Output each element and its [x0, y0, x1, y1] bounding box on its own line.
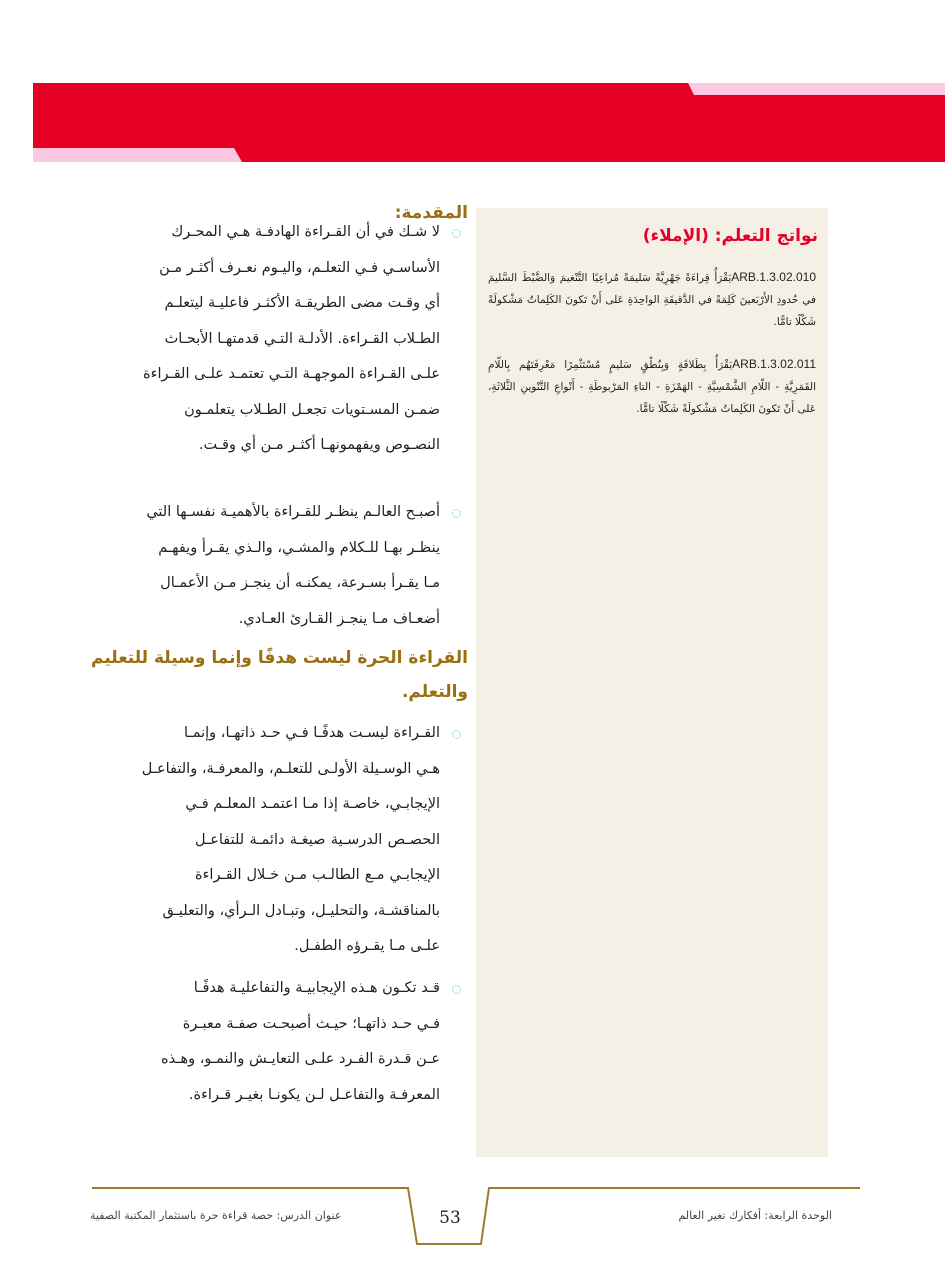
paragraph-line: قـد تكـون هـذه الإيجابيـة والتفاعليـة هدفًـا — [193, 980, 440, 996]
paragraph-line: النصـوص ويفهمونهـا أكثـر مـن أي وقـت. — [198, 437, 440, 453]
section-subheading: والتعلم. — [401, 682, 468, 702]
paragraph-line: علـى مـا يقـرؤه الطفـل. — [294, 938, 440, 954]
paragraph-line: الإيجابـي، خاصـة إذا مـا اعتمـد المعلـم فـي — [185, 796, 440, 812]
paragraph-line: الحصـص الدرسـية صيغـة دائمـة للتفاعـل — [195, 831, 440, 848]
paragraph-line: الأساسـي فـي التعلـم، واليـوم نعـرف أكثـر مـن — [159, 259, 440, 276]
paragraph-line: المعرفـة والتفاعـل لـن يكونـا بغيـر قـراءة. — [188, 1086, 440, 1103]
outcome-text: يَقْرَأُ بِطَلاقَةٍ وَبِنُطْقٍ سَليمٍ مُسْتَثْمِرًا مَعْرِفَتَهُم بِاللّامِ القَمَرِيَّةِ - اللّامِ الشَّمْسِيَّةِ - الهَمْزَةِ - التاءِ المَرْبوطَةِ - أَنْواعِ التَّنْوينِ الثَّلاثَةِ، عَلى أَنْ تَكونَ الكَلِماتُ مَشْكولَةً شَكْلًا تامًّا. — [488, 359, 816, 415]
paragraph-line: مـا يقـرأ بسـرعة، يمكنـه أن ينجـز مـن الأعمـال — [160, 575, 440, 591]
section-subheading: القراءة الحرة ليست هدفًا وإنما وسيلة للتعليم — [91, 648, 468, 668]
unit-title: الوحدة الرابعة: أفكارك تغير العالم — [678, 1209, 832, 1222]
paragraph-line: هـي الوسـيلة الأولـى للتعلـم، والمعرفـة، والتفاعـل — [141, 760, 440, 777]
intro-heading: المقدمة: — [394, 203, 468, 223]
paragraph-line: أضعـاف مـا ينجـز القـارئ العـادي. — [238, 610, 440, 627]
lesson-title: عنوان الدرس: حصة قراءة حرة باستثمار المكتبة الصفية — [90, 1209, 342, 1222]
paragraph-line: الطـلاب القـراءة. الأدلـة التـي قدمتهـا الأبحـاث — [164, 330, 440, 347]
outcome-text: يَقْرَأُ قِراءَةً جَهْرِيَّةً سَليمَةً مُراعِيًا التَّنْغيمَ وَالضَّبْطَ السَّليمَ في حُدودِ الأَرْبَعينَ كَلِمَةً في الدَّقيقَةِ الواحِدَةِ عَلى أَنْ تَكونَ الكَلِماتُ مَشْكولَةً شَكْلًا تامًّا. — [488, 272, 816, 328]
paragraph-line: لا شـك في أن القـراءة الهادفـة هـي المحـرك — [171, 224, 440, 240]
outcome-code: ARB.1.3.02.010 — [731, 270, 816, 284]
paragraph-line: أي وقـت مضى الطريقـة الأكثـر فاعليـة ليتعلـم — [164, 295, 440, 311]
outcome-code: ARB.1.3.02.011 — [732, 357, 816, 371]
paragraph-line: عـن قـدرة الفـرد علـى التعايـش والنمـو، وهـذه — [161, 1051, 440, 1067]
paragraph-line: الإيجابـي مـع الطالـب مـن خـلال القـراءة — [195, 867, 440, 883]
paragraph-line: ينظـر بهـا للـكلام والمشـي، والـذي يقـرأ ويفهـم — [158, 539, 440, 556]
learning-outcomes-title: نواتج التعلم: (الإملاء) — [642, 226, 818, 246]
paragraph-line: علـى القـراءة الموجهـة التـي تعتمـد علـى القـراءة — [143, 366, 440, 382]
paragraph-line: ضمـن المسـتويات تجعـل الطـلاب يتعلمـون — [184, 401, 440, 418]
paragraph-line: أصبـح العالـم ينظـر للقـراءة بالأهميـة نفسـها التي — [146, 504, 440, 520]
paragraph-line: بالمناقشـة، والتحليـل، وتبـادل الـرأي، والتعليـق — [162, 902, 440, 919]
paragraph-line: القـراءة ليسـت هدفًـا فـي حـد ذاتهـا، وإنمـا — [184, 725, 440, 741]
page-number: 53 — [439, 1208, 461, 1228]
paragraph-line: فـي حـد ذاتهـا؛ حيـث أصبحـت صفـة معبـرة — [182, 1015, 440, 1032]
